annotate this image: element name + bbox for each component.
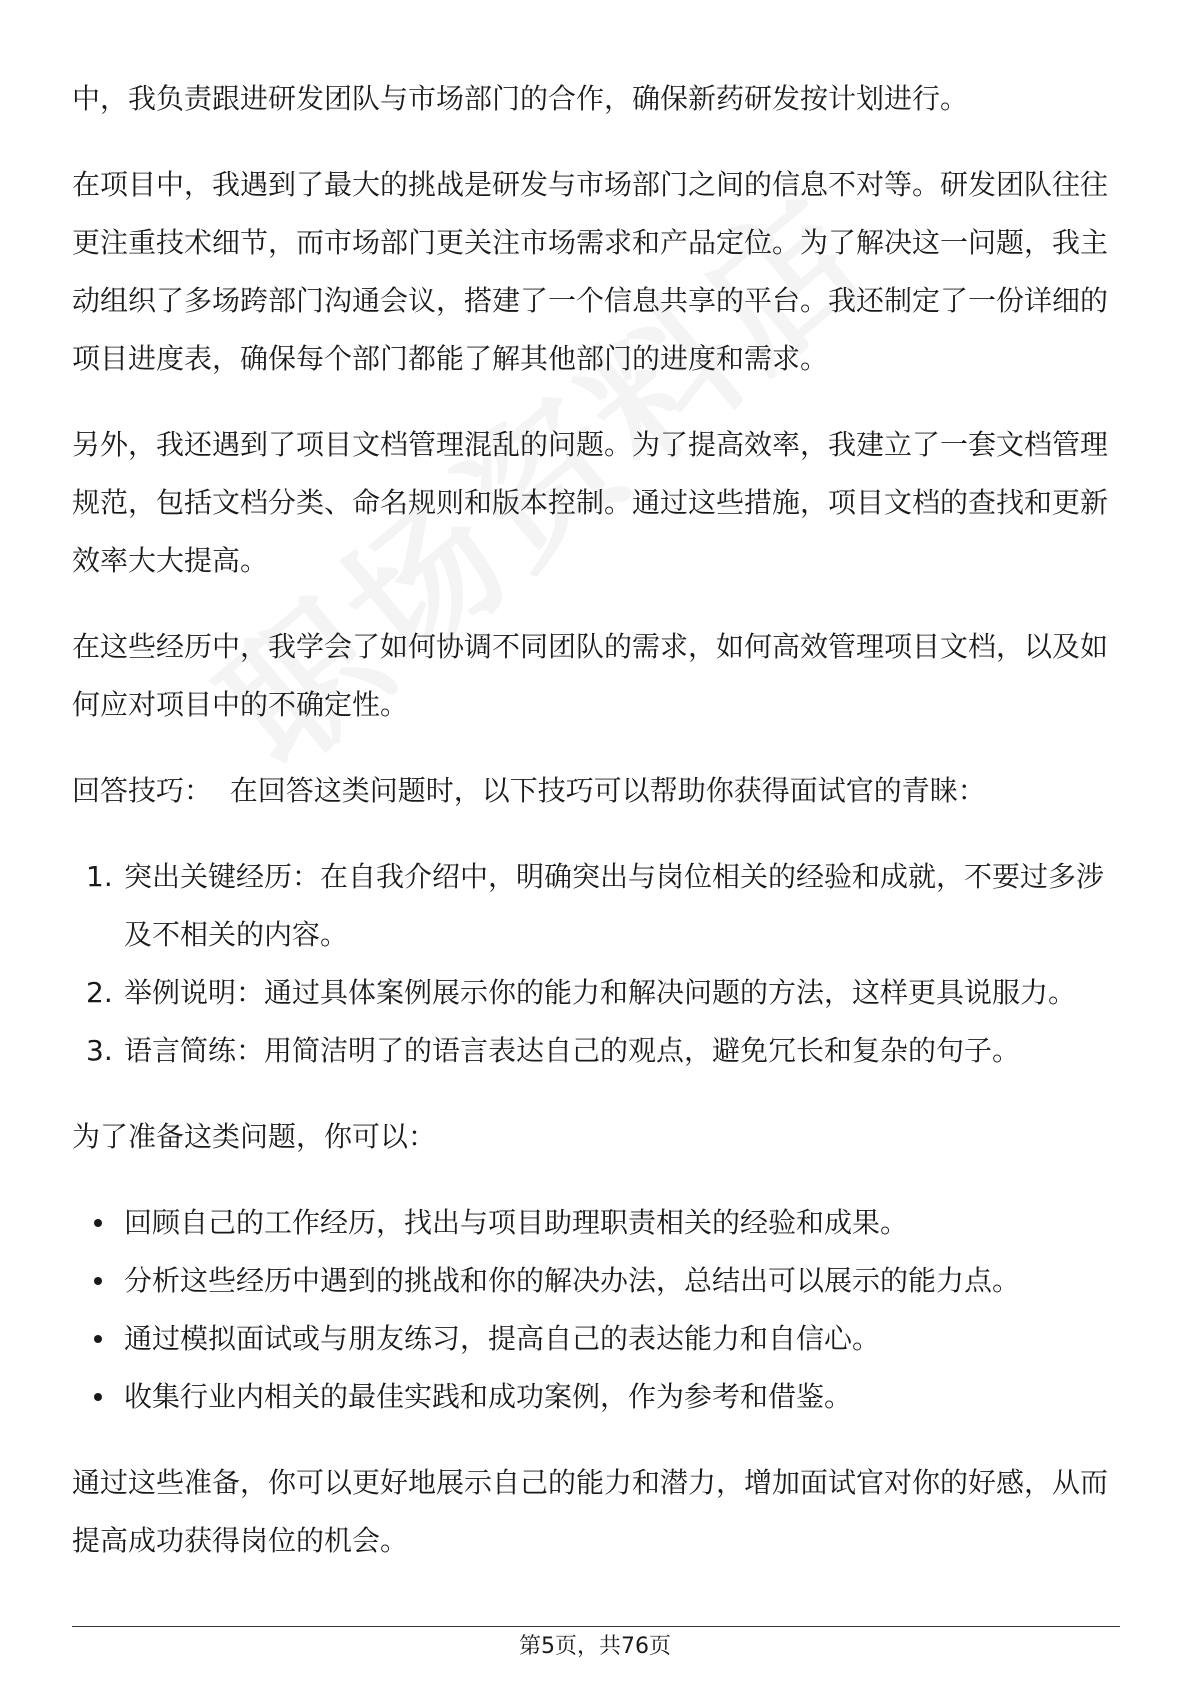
prep-list xyxy=(72,1194,1120,1426)
list-number: 3. xyxy=(86,1034,113,1067)
list-item xyxy=(72,1252,1120,1310)
tips-intro: 回答技巧： 在回答这类问题时，以下技巧可以帮助你获得面试官的青睐： xyxy=(72,774,986,807)
footer-divider xyxy=(72,1626,1120,1627)
list-item xyxy=(72,1022,1120,1080)
tips-list xyxy=(72,848,1120,1080)
paragraph-1: 中，我负责跟进研发团队与市场部门的合作，确保新药研发按计划进行。 xyxy=(72,82,969,115)
list-item-text: 突出关键经历：在自我介绍中，明确突出与岗位相关的经验和成就，不要过多涉及不相关的内容。 xyxy=(124,860,1105,951)
list-item-text: 回顾自己的工作经历，找出与项目助理职责相关的经验和成果。 xyxy=(124,1206,909,1239)
paragraph-3: 另外，我还遇到了项目文档管理混乱的问题。为了提高效率，我建立了一套文档管理规范，包括文档分类、命名规则和版本控制。通过这些措施，项目文档的查找和更新效率大大提高。 xyxy=(72,428,1109,577)
closing-paragraph: 通过这些准备，你可以更好地展示自己的能力和潜力，增加面试官对你的好感，从而提高成功获得岗位的机会。 xyxy=(72,1466,1109,1557)
list-item-text: 收集行业内相关的最佳实践和成功案例，作为参考和借鉴。 xyxy=(124,1380,853,1413)
prep-intro: 为了准备这类问题，你可以： xyxy=(72,1120,437,1153)
list-item-text: 通过模拟面试或与朋友练习，提高自己的表达能力和自信心。 xyxy=(124,1322,881,1355)
bullet-icon xyxy=(94,1277,102,1285)
document-body xyxy=(72,70,1120,1598)
list-item-text: 语言简练：用简洁明了的语言表达自己的观点，避免冗长和复杂的句子。 xyxy=(124,1034,1021,1067)
list-item xyxy=(72,964,1120,1022)
paragraph-2: 在项目中，我遇到了最大的挑战是研发与市场部门之间的信息不对等。研发团队往往更注重技术细节，而市场部门更关注市场需求和产品定位。为了解决这一问题，我主动组织了多场跨部门沟通会议，搭建了一个信息共享的平台。我还制定了一份详细的项目进度表，确保每个部门都能了解其他部门的进度和需求。 xyxy=(72,168,1109,375)
bullet-icon xyxy=(94,1219,102,1227)
list-item xyxy=(72,848,1120,964)
list-item xyxy=(72,1310,1120,1368)
bullet-icon xyxy=(94,1393,102,1401)
list-item xyxy=(72,1194,1120,1252)
list-item xyxy=(72,1368,1120,1426)
page-number: 第5页，共76页 xyxy=(519,1634,671,1659)
paragraph-4: 在这些经历中，我学会了如何协调不同团队的需求，如何高效管理项目文档，以及如何应对项目中的不确定性。 xyxy=(72,630,1109,721)
list-number: 1. xyxy=(86,860,113,893)
bullet-icon xyxy=(94,1335,102,1343)
list-number: 2. xyxy=(86,976,113,1009)
list-item-text: 举例说明：通过具体案例展示你的能力和解决问题的方法，这样更具说服力。 xyxy=(124,976,1077,1009)
list-item-text: 分析这些经历中遇到的挑战和你的解决办法，总结出可以展示的能力点。 xyxy=(124,1264,1021,1297)
